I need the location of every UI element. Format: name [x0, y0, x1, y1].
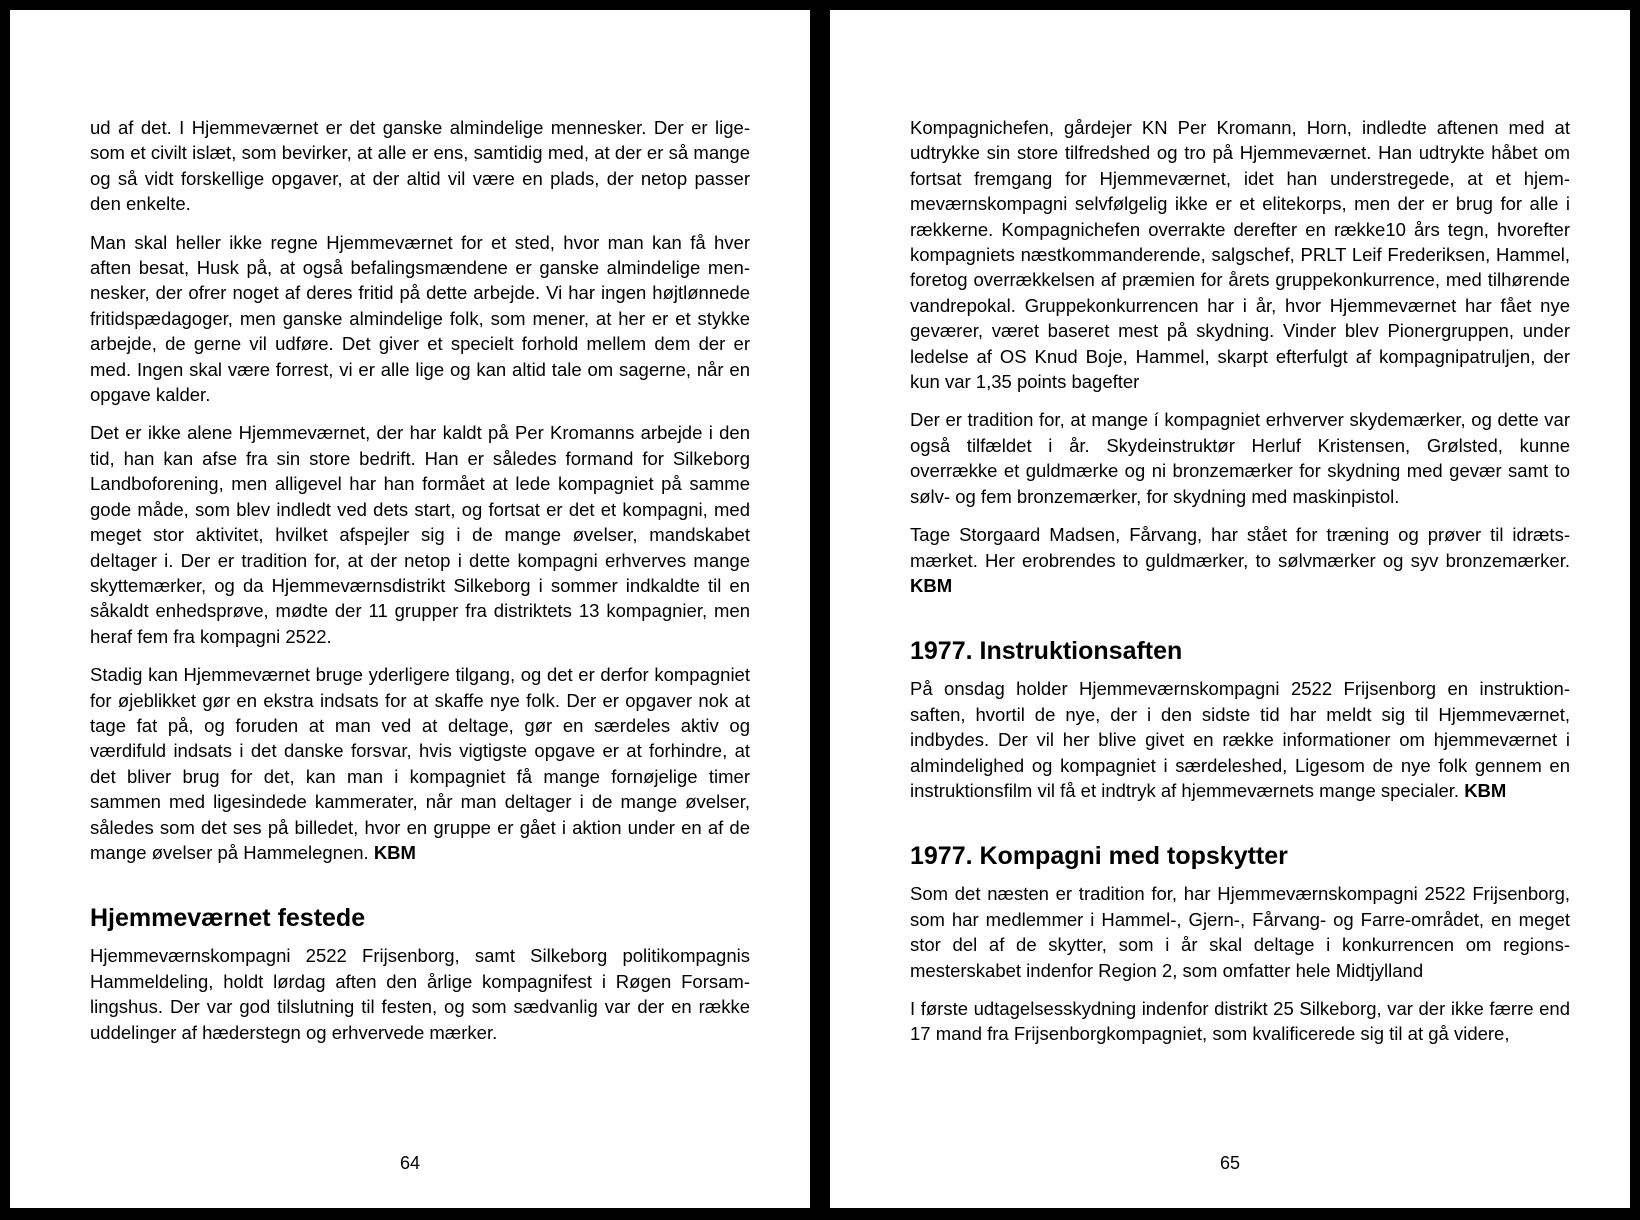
body-paragraph: ud af det. I Hjemmeværnet er det ganske almindelige mennesker. Der er ligesom et civilt islæt, som bevirker, at alle er ens, samtidig med, at der er så mange og så vidt forskellige opgaver, at der altid vil være en plads, der netop passer den enkelte. [90, 117, 750, 215]
right-page [830, 10, 1630, 1208]
section-heading: 1977. Instruktionsaften [910, 637, 1183, 666]
author-signature: KBM [910, 574, 953, 596]
body-paragraph: Hjemmeværnskompagni 2522 Frijsenborg, samt Silkeborg politikompagnis Hammeldeling, holdt lørdag aften den årlige kompagnifest i Røgen Forsamlingshus. Der var god tilslutning til festen, og som sædvanlig var der en række uddelinger af hæderstegn og erhvervede mærker. [90, 945, 750, 1043]
right-page-content [910, 115, 1570, 1060]
body-paragraph: Tage Storgaard Madsen, Fårvang, har stået for træning og prøver til idrætsmærket. Her erobrendes to guldmærker, to sølvmærker og syv bronzemærker. KBM [910, 524, 1570, 596]
body-paragraph: På onsdag holder Hjemmeværnskompagni 2522 Frijsenborg en instruktionsaften, hvortil de nye, der i den sidste tid har meldt sig til Hjemmeværnet, indbydes. Der vil her blive givet en række informationer om hjemmeværnet i almindelighed og kompagniet i særdeleshed, Ligesom de nye folk gennem en instruktionsfilm vil få et indtryk af hjemmeværnets mange specialer. KBM [910, 678, 1570, 801]
page-number: 64 [399, 1153, 421, 1173]
body-paragraph: Der er tradition for, at mange í kompagniet erhverver skydemærker, og dette var også tilfældet i år. Skydeinstruktør Herluf Kristensen, Grølsted, kunne overrække et guldmærke og ni bronzemærker for skydning med gevær samt to sølv- og fem bronzemærker, for skydning med maskinpistol. [910, 409, 1570, 507]
body-paragraph: I første udtagelsesskydning indenfor distrikt 25 Silkeborg, var der ikke færre end 17 mand fra Frijsenborgkompagniet, som kvalificerede sig til at gå videre, [910, 997, 1570, 1045]
body-paragraph: Som det næsten er tradition for, har Hjemmeværnskompagni 2522 Frijsenborg, som har medlemmer i Hammel-, Gjern-, Fårvang- og Farre-området, en meget stor del af de skytter, som i år skal deltage i konkurrencen om regionsmesterskabet indenfor Region 2, som omfatter hele Midtjylland [910, 883, 1570, 981]
left-page-content [90, 115, 750, 1058]
author-signature: KBM [373, 841, 416, 863]
section-heading: 1977. Kompagni med topskytter [910, 842, 1288, 871]
left-page [10, 10, 810, 1208]
section-heading: Hjemmeværnet festede [90, 904, 366, 933]
page-number: 65 [1219, 1153, 1241, 1173]
author-signature: KBM [1464, 779, 1507, 801]
body-paragraph: Stadig kan Hjemmeværnet bruge yderligere tilgang, og det er derfor kompagniet for øjeblikket gør en ekstra indsats for at skaffe nye folk. Der er opgaver nok at tage fat på, og foruden at man ved at deltage, gør en særdeles aktiv og værdifuld indsats i det danske forsvar, hvis vigtigste opgave er at forhindre, at det bliver brug for det, kan man i kompagniet få mange fornøjelige timer sammen med ligesindede kammerater, når man deltager i de mange øvelser, således som det ses på billedet, hvor en gruppe er gået i aktion under en af de mange øvelser på Hammelegnen. KBM [90, 664, 750, 863]
body-paragraph: Det er ikke alene Hjemmeværnet, der har kaldt på Per Kromanns arbejde i den tid, han kan afse fra sin store bedrift. Han er således formand for Silkeborg Landboforening, men alligevel har han formået at lede kompagniet på samme gode måde, som blev indledt ved dets start, og fortsat er det et kompagni, med meget stor aktivitet, hvilket afspejler sig i de mange øvelser, mandskabet deltager i. Der er tradition for, at der netop i dette kompagni erhverves mange skyttemærker, og da Hjemmeværnsdistrikt Silkeborg i sommer indkaldte til en såkaldt enhedsprøve, mødte der 11 grupper fra distriktets 13 kompagnier, men heraf fem fra kompagni 2522. [90, 422, 750, 647]
body-paragraph: Kompagnichefen, gårdejer KN Per Kromann, Horn, indledte aftenen med at udtrykke sin store tilfredshed og tro på Hjemmeværnet. Han udtrykte håbet om fortsat fremgang for Hjemmeværnet, idet han understregede, at et hjemmeværnskompagni selvfølgelig ikke er et elitekorps, men der er brug for alle i rækkerne. Kompagnichefen overrakte derefter en række10 års tegn, hvorefter kompagniets næstkommanderende, salgschef, PRLT Leif Frederiksen, Hammel, foretog overrækkelsen af præmien for årets gruppekonkurrence, med tilhørende vandrepokal. Gruppekonkurrencen har i år, hvor Hjemmeværnet har fået nye geværer, været baseret mest på skydning. Vinder blev Pionergruppen, under ledelse af OS Knud Boje, Hammel, skarpt efterfulgt af kompagnipatruljen, der kun var 1,35 points bagefter [910, 117, 1570, 393]
body-paragraph: Man skal heller ikke regne Hjemmeværnet for et sted, hvor man kan få hver aften besat, Husk på, at også befalingsmændene er ganske almindelige mennesker, der ofrer noget af deres fritid på dette arbejde. Vi har ingen højtlønnede fritidspædagoger, men ganske almindelige folk, som mener, at her er et stykke arbejde, de gerne vil udføre. Det giver et specielt forhold mellem dem der er med. Ingen skal være forrest, vi er alle lige og kan altid tale om sagerne, når en opgave kalder. [90, 231, 750, 406]
